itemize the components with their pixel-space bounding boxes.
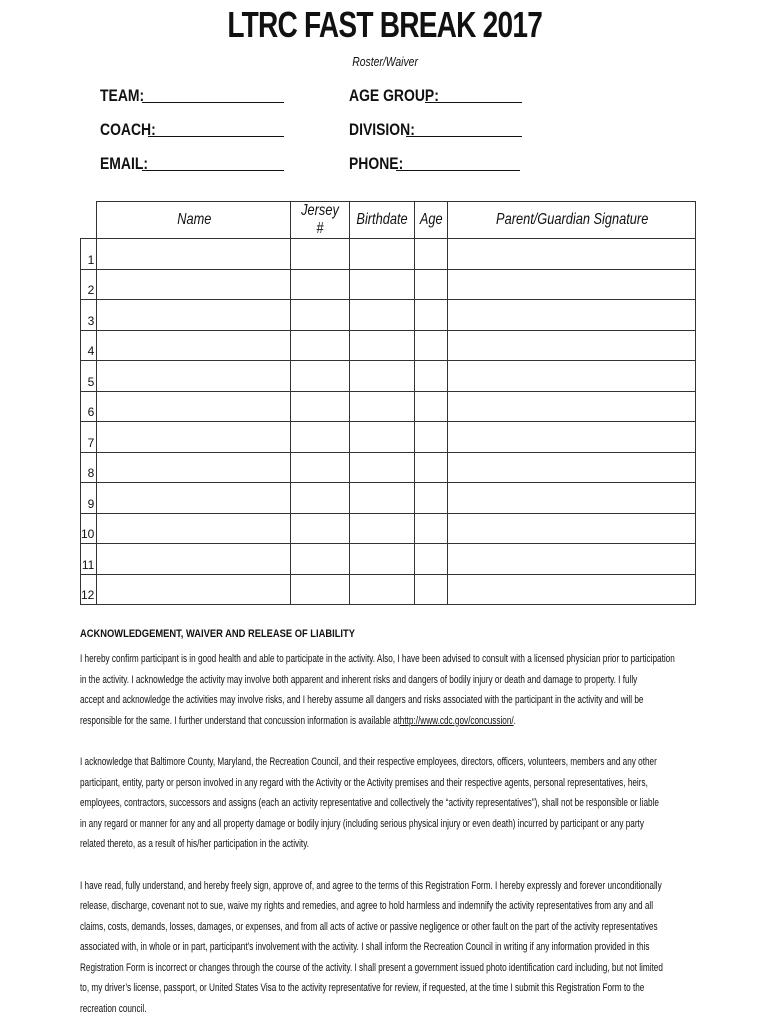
roster-header-row bbox=[81, 202, 696, 239]
jersey-cell[interactable] bbox=[291, 422, 350, 453]
phone-line[interactable] bbox=[396, 170, 520, 171]
age-cell[interactable] bbox=[415, 544, 448, 575]
signature-cell[interactable] bbox=[448, 391, 696, 422]
row-number: 7 bbox=[81, 422, 97, 453]
age-cell[interactable] bbox=[415, 239, 448, 270]
roster-row bbox=[81, 544, 696, 575]
row-number: 2 bbox=[81, 269, 97, 300]
jersey-cell[interactable] bbox=[291, 452, 350, 483]
jersey-cell[interactable] bbox=[291, 391, 350, 422]
age-header: Age bbox=[415, 202, 448, 239]
row-number: 3 bbox=[81, 300, 97, 331]
roster-row bbox=[81, 391, 696, 422]
phone-label: PHONE: bbox=[349, 154, 404, 173]
page-title: LTRC FAST BREAK 2017 bbox=[227, 4, 543, 45]
age-cell[interactable] bbox=[415, 330, 448, 361]
signature-cell[interactable] bbox=[448, 330, 696, 361]
row-number: 8 bbox=[81, 452, 97, 483]
name-cell[interactable] bbox=[97, 391, 291, 422]
waiver-line: release, discharge, covenant not to sue, waive my rights and remedies, and agree to hold harmless and indemnify the activity representatives from any and all bbox=[80, 900, 654, 912]
signature-cell[interactable] bbox=[448, 483, 696, 514]
age-group-field[interactable] bbox=[349, 86, 459, 106]
waiver-line: participant, entity, party or person involved in any regard with the Activity or the Activity premises and their respective agents, personal representatives, heirs, bbox=[80, 776, 648, 789]
birthdate-cell[interactable] bbox=[350, 483, 415, 514]
name-cell[interactable] bbox=[97, 300, 291, 331]
name-cell[interactable] bbox=[97, 574, 291, 605]
roster-row bbox=[81, 269, 696, 300]
signature-cell[interactable] bbox=[448, 422, 696, 453]
waiver-line: I acknowledge that Baltimore County, Maryland, the Recreation Council, and their respective employees, directors, officers, volunteers, members and any other bbox=[80, 756, 657, 768]
name-cell[interactable] bbox=[97, 269, 291, 300]
waiver-line: accept and acknowledge the activities may involve risks, and I hereby assume all dangers and risks associated with the participant in the activity and will be bbox=[80, 694, 644, 706]
waiver-line: in the activity. I acknowledge the activity may involve both apparent and inherent risks and dangers of bodily injury or death and damage to property. I fully bbox=[80, 673, 638, 686]
signature-cell[interactable] bbox=[448, 269, 696, 300]
waiver-line: I hereby confirm participant is in good health and able to participate in the activity. Also, I have been advised to consult with a licensed physician prior to participation bbox=[80, 653, 675, 665]
roster-row bbox=[81, 361, 696, 392]
birthdate-cell[interactable] bbox=[350, 422, 415, 453]
waiver-line: claims, costs, demands, losses, damages, or expenses, and from all acts of active or passive negligence or other fault on the part of the activity representatives bbox=[80, 920, 658, 933]
name-cell[interactable] bbox=[97, 330, 291, 361]
signature-cell[interactable] bbox=[448, 574, 696, 605]
name-cell[interactable] bbox=[97, 513, 291, 544]
waiver-line: related thereto, as a result of his/her participation in the activity. bbox=[80, 838, 309, 850]
signature-cell[interactable] bbox=[448, 361, 696, 392]
name-cell[interactable] bbox=[97, 361, 291, 392]
waiver-paragraph-1 bbox=[80, 649, 680, 731]
name-cell[interactable] bbox=[97, 544, 291, 575]
roster-row bbox=[81, 300, 696, 331]
coach-label: COACH: bbox=[100, 120, 156, 139]
coach-line[interactable] bbox=[148, 136, 284, 137]
name-cell[interactable] bbox=[97, 239, 291, 270]
jersey-cell[interactable] bbox=[291, 300, 350, 331]
age-group-label: AGE GROUP: bbox=[349, 86, 439, 105]
name-cell[interactable] bbox=[97, 452, 291, 483]
waiver-line: Registration Form is incorrect or changes through the course of the activity. I shall present a government issued photo identification card including, but not limited bbox=[80, 961, 663, 974]
roster-row bbox=[81, 452, 696, 483]
concussion-link[interactable]: http://www.cdc.gov/concussion/ bbox=[399, 714, 514, 727]
birthdate-cell[interactable] bbox=[350, 452, 415, 483]
team-line[interactable] bbox=[142, 102, 284, 103]
jersey-cell[interactable] bbox=[291, 483, 350, 514]
row-number: 1 bbox=[81, 239, 97, 270]
birthdate-cell[interactable] bbox=[350, 239, 415, 270]
jersey-cell[interactable] bbox=[291, 239, 350, 270]
age-cell[interactable] bbox=[415, 361, 448, 392]
waiver-line: recreation council. bbox=[80, 1002, 147, 1015]
jersey-header: Jersey # bbox=[291, 202, 350, 239]
waiver-section bbox=[80, 628, 680, 1019]
team-field[interactable] bbox=[100, 86, 154, 106]
waiver-line: employees, contractors, successors and assigns (each an activity representative and collectively the “activity representatives”), shall not be responsible or liable bbox=[80, 797, 659, 809]
birthdate-header: Birthdate bbox=[350, 202, 415, 239]
waiver-paragraph-2 bbox=[80, 752, 680, 855]
age-cell[interactable] bbox=[415, 269, 448, 300]
team-label: TEAM: bbox=[100, 86, 145, 105]
age-cell[interactable] bbox=[415, 574, 448, 605]
birthdate-cell[interactable] bbox=[350, 269, 415, 300]
waiver-line: associated with, in whole or in part, participant’s involvement with the activity. I shall inform the Recreation Council in writing if any information provided in this bbox=[80, 941, 650, 953]
birthdate-cell[interactable] bbox=[350, 513, 415, 544]
roster-row bbox=[81, 483, 696, 514]
coach-field[interactable] bbox=[100, 120, 168, 140]
roster-table bbox=[80, 201, 696, 605]
birthdate-cell[interactable] bbox=[350, 361, 415, 392]
name-cell[interactable] bbox=[97, 483, 291, 514]
waiver-line: to, my driver’s license, passport, or United States Visa to the activity representative for review, if requested, at the time I submit this Registration Form to the bbox=[80, 982, 645, 994]
birthdate-cell[interactable] bbox=[350, 300, 415, 331]
row-number: 12 bbox=[81, 574, 97, 605]
birthdate-cell[interactable] bbox=[350, 330, 415, 361]
email-field[interactable] bbox=[100, 154, 159, 174]
division-line[interactable] bbox=[406, 136, 522, 137]
email-label: EMAIL: bbox=[100, 154, 149, 173]
jersey-cell[interactable] bbox=[291, 544, 350, 575]
roster-row bbox=[81, 422, 696, 453]
name-cell[interactable] bbox=[97, 422, 291, 453]
jersey-cell[interactable] bbox=[291, 574, 350, 605]
signature-header: Parent/Guardian Signature bbox=[448, 202, 696, 239]
roster-row bbox=[81, 239, 696, 270]
waiver-line: responsible for the same. I further understand that concussion information is available athttp://www.cdc.gov/concussion/. bbox=[80, 711, 680, 732]
signature-cell[interactable] bbox=[448, 544, 696, 575]
jersey-cell[interactable] bbox=[291, 513, 350, 544]
row-number: 9 bbox=[81, 483, 97, 514]
row-number: 6 bbox=[81, 391, 97, 422]
jersey-cell[interactable] bbox=[291, 361, 350, 392]
page-subtitle: Roster/Waiver bbox=[352, 54, 418, 69]
division-label: DIVISION: bbox=[349, 120, 415, 139]
waiver-paragraph-3 bbox=[80, 876, 680, 1020]
name-header: Name bbox=[97, 202, 291, 239]
roster-row bbox=[81, 330, 696, 361]
age-cell[interactable] bbox=[415, 452, 448, 483]
corner-cell bbox=[81, 202, 97, 239]
signature-cell[interactable] bbox=[448, 513, 696, 544]
roster-row bbox=[81, 574, 696, 605]
row-number: 4 bbox=[81, 330, 97, 361]
phone-field[interactable] bbox=[349, 154, 415, 174]
birthdate-cell[interactable] bbox=[350, 544, 415, 575]
jersey-cell[interactable] bbox=[291, 269, 350, 300]
row-number: 11 bbox=[81, 544, 97, 575]
jersey-cell[interactable] bbox=[291, 330, 350, 361]
age-group-line[interactable] bbox=[425, 102, 522, 103]
age-cell[interactable] bbox=[415, 483, 448, 514]
signature-cell[interactable] bbox=[448, 452, 696, 483]
signature-cell[interactable] bbox=[448, 300, 696, 331]
row-number: 10 bbox=[81, 513, 97, 544]
age-cell[interactable] bbox=[415, 391, 448, 422]
birthdate-cell[interactable] bbox=[350, 391, 415, 422]
row-number: 5 bbox=[81, 361, 97, 392]
email-line[interactable] bbox=[142, 170, 284, 171]
division-field[interactable] bbox=[349, 120, 429, 140]
age-cell[interactable] bbox=[415, 513, 448, 544]
age-cell[interactable] bbox=[415, 422, 448, 453]
waiver-line: I have read, fully understand, and hereby freely sign, approve of, and agree to the terms of this Registration Form. I hereby expressly and forever unconditionally bbox=[80, 879, 662, 892]
waiver-heading: ACKNOWLEDGEMENT, WAIVER AND RELEASE OF LIABILITY bbox=[80, 628, 355, 640]
roster-row bbox=[81, 513, 696, 544]
age-cell[interactable] bbox=[415, 300, 448, 331]
signature-cell[interactable] bbox=[448, 239, 696, 270]
birthdate-cell[interactable] bbox=[350, 574, 415, 605]
waiver-line: in any regard or manner for any and all property damage or bodily injury (including serious physical injury or even death) incurred by participant or any party bbox=[80, 817, 644, 830]
